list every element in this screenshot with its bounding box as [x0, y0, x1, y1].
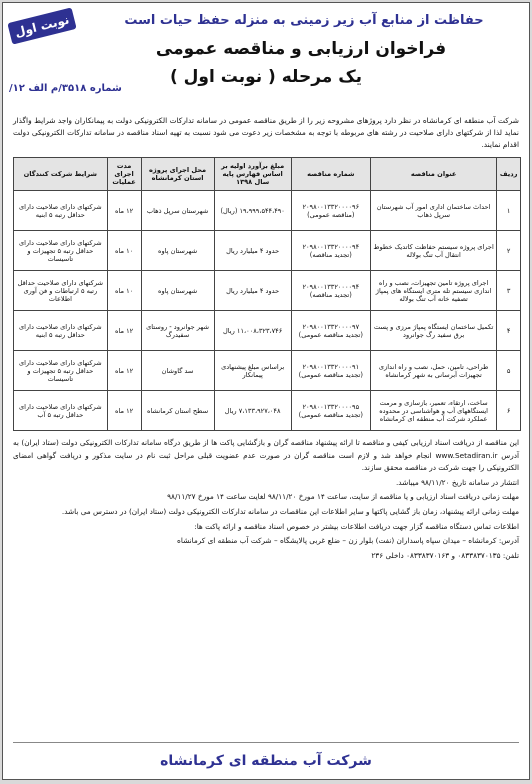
title-line-1: فراخوان ارزیابی و مناقصه عمومی — [155, 39, 447, 59]
cell-duration: ۱۲ ماه — [107, 391, 141, 431]
cell-number: ۲۰۹۸۰۰۱۳۳۲۰۰۰۰۹۷ (تجدید مناقصه عمومی) — [291, 311, 370, 351]
cell-index: ۵ — [497, 351, 521, 391]
cell-subject: تکمیل ساختمان ایستگاه پمپاژ مرزی و پست برق سفید رگ جوانرود — [370, 311, 496, 351]
cell-duration: ۱۰ ماه — [107, 271, 141, 311]
header-location: محل اجرای پروژه استان کرمانشاه — [141, 158, 214, 191]
badge-first-round: نوبت اول — [7, 7, 76, 44]
cell-subject: احداث ساختمان اداری امور آب شهرستان سرپل ذهاب — [370, 191, 496, 231]
cell-conditions: شرکتهای دارای صلاحیت دارای حداقل رتبه ۵ ابنیه — [14, 311, 108, 351]
paragraph-process: این مناقصه از دریافت اسناد ارزیابی کیفی و مناقصه تا ارائه پیشنهاد مناقصه گران و بازگشایی پاکت ها از طریق درگاه سامانه تدارکات الکترونیکی دولت (ستاد ایران) به آدرس www.Setadiran.ir انجام خواهد شد و لازم است مناقصه گران در صورت عدم عضویت قبلی مراحل ثبت نام در سایت مذکور و دریافت گواهی امضای الکترونیکی را جهت شرکت در مناقصه محقق سازند. — [13, 438, 519, 473]
cell-conditions: شرکتهای دارای صلاحیت دارای حداقل رتبه ۵ تجهیزات و تاسیسات — [14, 351, 108, 391]
cell-location: شهرستان سرپل ذهاب — [141, 191, 214, 231]
cell-index: ۴ — [497, 311, 521, 351]
tender-table — [13, 157, 521, 431]
header-conditions: شرایط شرکت کنندگان — [14, 158, 108, 191]
cell-conditions: شرکتهای دارای صلاحیت دارای حداقل رتبه ۵ تجهیزات و تاسیسات — [14, 231, 108, 271]
cell-location: شهر جوانرود - روستای سفیدرگ — [141, 311, 214, 351]
announcement-header — [3, 3, 529, 111]
title-line-2: یک مرحله ( نوبت اول ) — [169, 67, 363, 87]
details-section — [13, 437, 519, 562]
cell-amount: ۷،۱۳۳،۹۲۷،۰۴۸ ریال — [214, 391, 291, 431]
cell-amount: حدود ۴ میلیارد ریال — [214, 231, 291, 271]
cell-amount: ۱۹،۹۹۹،۵۴۴،۴۹۰ (ریال) — [214, 191, 291, 231]
cell-location: سطح استان کرمانشاه — [141, 391, 214, 431]
cell-amount: ۱۱،۰۰۸،۳۲۳،۷۴۶ ریال — [214, 311, 291, 351]
cell-duration: ۱۲ ماه — [107, 311, 141, 351]
reference-number: شماره ۳۵۱۸/م الف ۱۲/ — [9, 83, 122, 94]
header-index: ردیف — [497, 158, 521, 191]
cell-number: ۲۰۹۸۰۰۱۳۳۲۰۰۰۰۹۵ (تجدید مناقصه عمومی) — [291, 391, 370, 431]
header-number: شماره مناقصه — [291, 158, 370, 191]
cell-conditions: شرکتهای دارای صلاحیت دارای حداقل رتبه ۵ آب — [14, 391, 108, 431]
paragraph-phone: تلفن: ۰۸۳۳۸۳۷۰۱۳۵ و ۰۸۳۳۸۳۷۰۱۶۳ داخلی ۲۳۶ — [371, 550, 519, 560]
table-header-row — [14, 158, 521, 191]
cell-subject: اجرای پروژه سیستم حفاظت کاتدیک خطوط انتقال آب تنگ بولاله — [370, 231, 496, 271]
cell-duration: ۱۲ ماه — [107, 191, 141, 231]
header-duration: مدت اجرای عملیات — [107, 158, 141, 191]
cell-number: ۲۰۹۸۰۰۱۳۳۲۰۰۰۰۹۴ (تجدید مناقصه) — [291, 231, 370, 271]
footer-company-name: شرکت آب منطقه ای کرمانشاه — [160, 753, 372, 769]
table-row — [14, 351, 521, 391]
table-row — [14, 191, 521, 231]
cell-location: شهرستان پاوه — [141, 271, 214, 311]
paragraph-document-deadline: مهلت زمانی دریافت اسناد ارزیابی و یا مناقصه از سایت، ساعت ۱۴ مورخ ۹۸/۱۱/۲۰ لغایت ساعت ۱۴ مورخ ۹۸/۱۱/۲۷ — [167, 492, 519, 502]
paragraph-address: آدرس: کرمانشاه – میدان سپاه پاسداران (نفت) بلوار زن – ضلع غربی پالایشگاه – شرکت آب منطقه ای کرمانشاه — [177, 536, 519, 546]
announcement-page — [2, 2, 530, 780]
cell-amount: براساس مبلغ پیشنهادی پیمانکار — [214, 351, 291, 391]
header-subject: عنوان مناقصه — [370, 158, 496, 191]
paragraph-proposal-deadline: مهلت زمانی ارائه پیشنهاد، زمان باز گشایی پاکتها و سایر اطلاعات این مناقصات در سامانه تدارکات الکترونیکی دولت (ستاد ایران) در دسترس می باشد. — [61, 506, 519, 516]
paragraph-publish-date: انتشار در سامانه تاریخ ۹۸/۱۱/۲۰ میباشد. — [395, 477, 519, 487]
intro-paragraph: شرکت آب منطقه ای کرمانشاه در نظر دارد پروژهای مشروحه زیر را از طریق مناقصه عمومی در سامانه تدارکات الکترونیکی دولت به پیمانکاران واجد شرایط واگذار نماید لذا از شرکتهای دارای صلاحیت در رشته های مربوطه با توجه به مشخصات زیر دعوت می شود نسبت به تهیه اسناد مناقصه در سامانه تدارکات الکترونیکی دولت اقدام نمایند. — [13, 116, 519, 149]
slogan: حفاظت از منابع آب زیر زمینی به منزله حفظ حیات است — [124, 13, 484, 28]
cell-subject: اجرای پروژه تامین تجهیزات، نصب و راه اندازی سیستم تله متری ایستگاه های پمپاژ تصفیه خانه آب تنگ بولاله — [370, 271, 496, 311]
cell-index: ۶ — [497, 391, 521, 431]
cell-location: سد گاوشان — [141, 351, 214, 391]
cell-location: شهرستان پاوه — [141, 231, 214, 271]
header-amount: مبلغ برآورد اولیه بر اساس فهارس پایه سال ۱۳۹۸ — [214, 158, 291, 191]
cell-number: ۲۰۹۸۰۰۱۳۳۲۰۰۰۰۹۱ (تجدید مناقصه عمومی) — [291, 351, 370, 391]
footer-divider — [13, 742, 519, 743]
table-row — [14, 271, 521, 311]
table-row — [14, 311, 521, 351]
cell-index: ۳ — [497, 271, 521, 311]
table-row — [14, 391, 521, 431]
cell-amount: حدود ۴ میلیارد ریال — [214, 271, 291, 311]
cell-subject: ساخت، ارتقاء، تعمیر، بازسازی و مرمت ایستگاههای آب و هواشناسی در محدوده عملکرد شرکت آب منطقه ای کرمانشاه — [370, 391, 496, 431]
table-row — [14, 231, 521, 271]
cell-conditions: شرکتهای دارای صلاحیت دارای حداقل رتبه ۵ ابنیه — [14, 191, 108, 231]
cell-number: ۲۰۹۸۰۰۱۳۳۲۰۰۰۰۹۴ (تجدید مناقصه) — [291, 271, 370, 311]
cell-index: ۲ — [497, 231, 521, 271]
cell-index: ۱ — [497, 191, 521, 231]
cell-duration: ۱۰ ماه — [107, 231, 141, 271]
cell-number: ۲۰۹۸۰۰۱۳۳۲۰۰۰۰۹۶ (مناقصه عمومی) — [291, 191, 370, 231]
paragraph-contact-info: اطلاعات تماس دستگاه مناقصه گزار جهت دریافت اطلاعات بیشتر در خصوص اسناد مناقصه و ارائه پاکت ها: — [194, 521, 519, 531]
cell-conditions: شرکتهای دارای صلاحیت حداقل رتبه ۵ ارتباطات و فن آوری اطلاعات — [14, 271, 108, 311]
cell-duration: ۱۲ ماه — [107, 351, 141, 391]
cell-subject: طراحی، تامین، حمل، نصب و راه اندازی تجهیزات آبرسانی به شهر کرمانشاه — [370, 351, 496, 391]
